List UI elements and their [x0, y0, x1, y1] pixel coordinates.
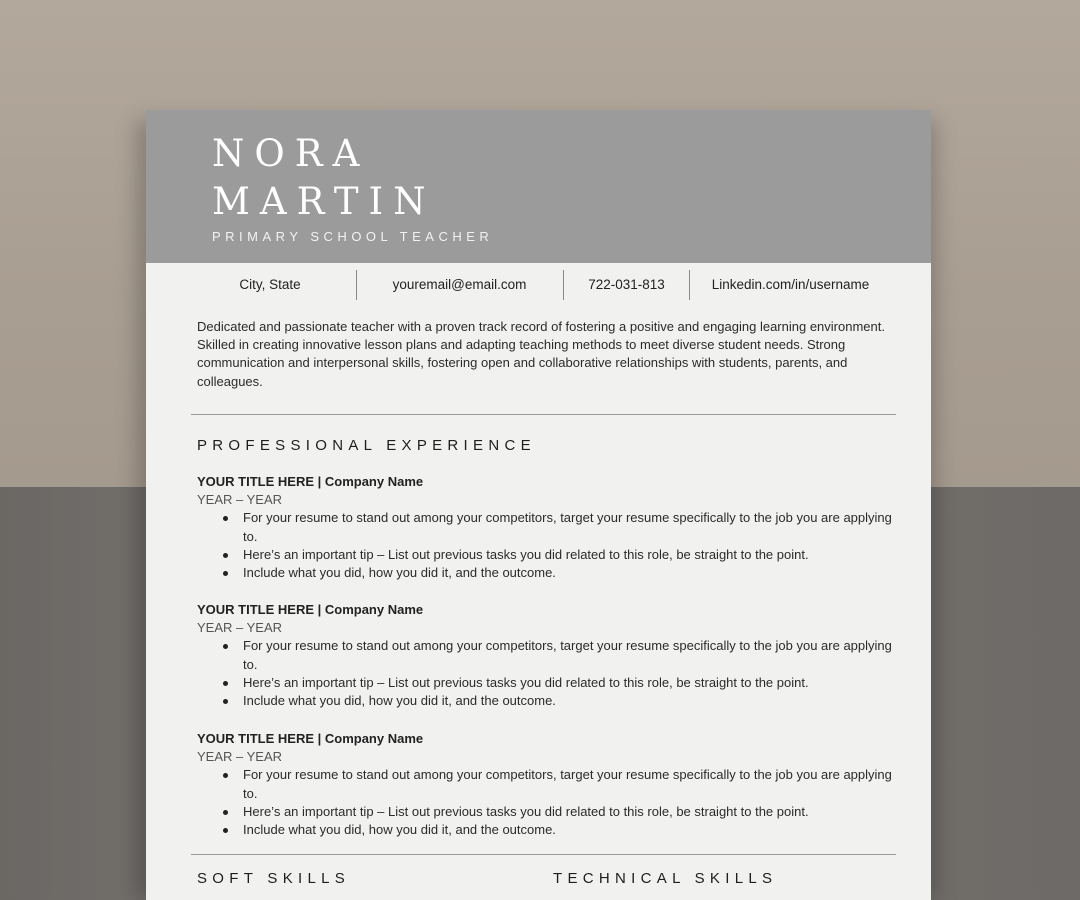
contact-linkedin: Linkedin.com/in/username [711, 277, 870, 292]
bullet-text: Include what you did, how you did it, and the outcome. [243, 822, 556, 838]
bullet-text: Include what you did, how you did it, and the outcome. [243, 693, 556, 709]
bullet-text: Here’s an important tip – List out previous tasks you did related to this role, be straight to the point. [243, 803, 809, 819]
job-bullets [197, 766, 897, 839]
section-divider [191, 854, 896, 855]
job-bullets [197, 637, 897, 710]
experience-heading: PROFESSIONAL EXPERIENCE [197, 437, 536, 454]
bullet-text: Include what you did, how you did it, and the outcome. [243, 565, 556, 581]
bullet-text: For your resume to stand out among your competitors, target your resume specifically to the job you are applying to. [243, 510, 892, 544]
contact-phone: 722-031-813 [588, 277, 665, 292]
job-years: YEAR – YEAR [197, 492, 283, 508]
bullet-text: For your resume to stand out among your competitors, target your resume specifically to the job you are applying to. [243, 638, 892, 672]
name-first: NORA [212, 132, 370, 175]
job-bullets [197, 509, 897, 582]
contact-row [146, 270, 931, 300]
job-bullet [243, 509, 897, 545]
job-years: YEAR – YEAR [197, 749, 283, 765]
bullet-text: For your resume to stand out among your competitors, target your resume specifically to the job you are applying to. [243, 767, 892, 801]
job-bullet [243, 766, 897, 802]
bullet-dot-icon [223, 810, 228, 815]
job-bullet [243, 821, 897, 839]
job-years: YEAR – YEAR [197, 620, 283, 636]
contact-location: City, State [239, 277, 301, 292]
job-bullet [243, 546, 897, 564]
job-heading: YOUR TITLE HERE | Company Name [197, 602, 424, 617]
bullet-dot-icon [223, 828, 228, 833]
job-bullet [243, 803, 897, 821]
name-last: MARTIN [212, 180, 436, 223]
profile-summary: Dedicated and passionate teacher with a proven track record of fostering a positive and engaging learning environment. Skilled in creating innovative lesson plans and adapting teaching methods to meet diverse student needs. Strong communication and interpersonal skills, fostering open and collaborative relationships with students, parents, and colleagues. [197, 319, 885, 389]
soft-skills-heading: SOFT SKILLS [197, 870, 351, 887]
bullet-dot-icon [223, 644, 228, 649]
contact-email: youremail@email.com [392, 277, 527, 292]
bullet-dot-icon [223, 553, 228, 558]
bullet-text: Here’s an important tip – List out previous tasks you did related to this role, be straight to the point. [243, 674, 809, 690]
job-bullet [243, 637, 897, 673]
technical-skills-heading: TECHNICAL SKILLS [553, 870, 778, 887]
bullet-dot-icon [223, 681, 228, 686]
job-entry [197, 730, 897, 839]
resume-header-band [146, 110, 931, 263]
section-divider [191, 414, 896, 415]
bullet-dot-icon [223, 699, 228, 704]
job-bullet [243, 674, 897, 692]
bullet-dot-icon [223, 571, 228, 576]
job-entry [197, 601, 897, 710]
job-entry [197, 473, 897, 582]
job-heading: YOUR TITLE HERE | Company Name [197, 474, 424, 489]
bullet-text: Here’s an important tip – List out previous tasks you did related to this role, be straight to the point. [243, 546, 809, 562]
bullet-dot-icon [223, 516, 228, 521]
bullet-dot-icon [223, 773, 228, 778]
resume-page [146, 110, 931, 900]
job-bullet [243, 564, 897, 582]
job-heading: YOUR TITLE HERE | Company Name [197, 731, 424, 746]
job-bullet [243, 692, 897, 710]
job-title: PRIMARY SCHOOL TEACHER [212, 229, 494, 244]
